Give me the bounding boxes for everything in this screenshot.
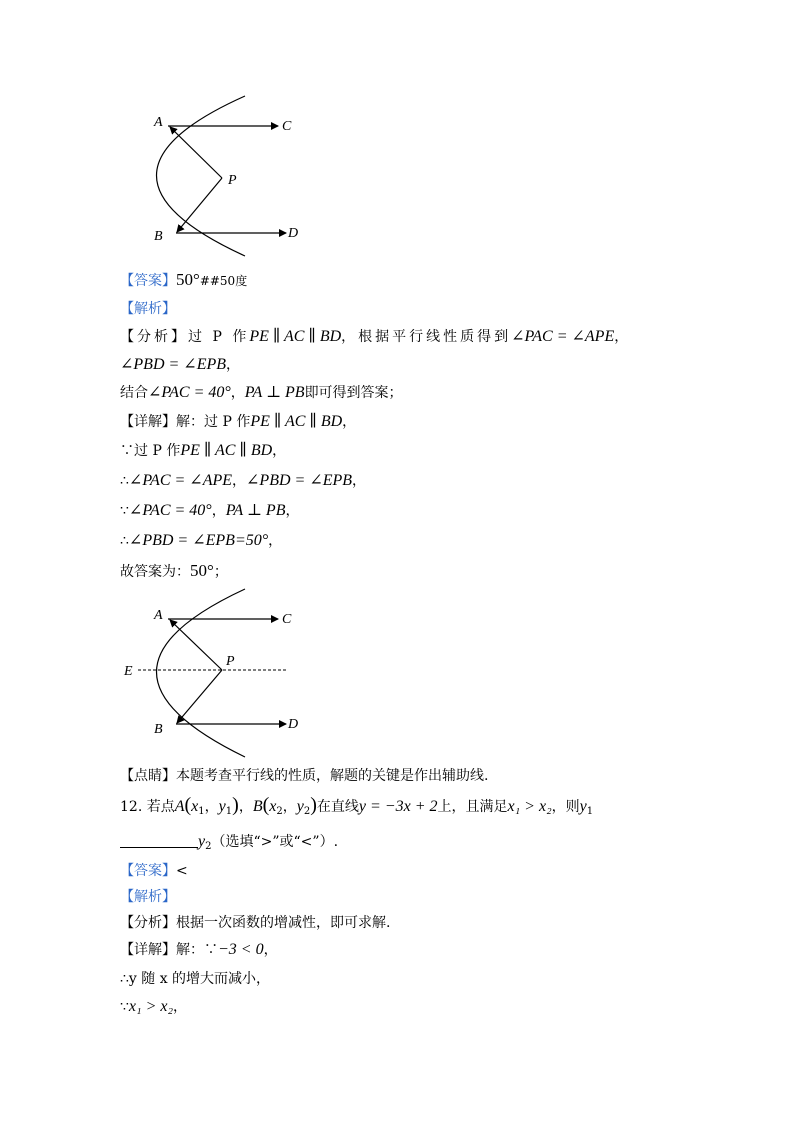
fenxi-math-angle-2: ∠PBD = ∠EPB — [120, 356, 227, 373]
label-c-2: C — [282, 612, 292, 627]
q12-line-2: ∴y 随 x 的增大而减小， — [120, 971, 271, 987]
detail-text: 解：过 P 作 — [176, 414, 251, 430]
figure-parabola-1 — [110, 90, 310, 260]
q11-fenxi-line-2 — [120, 355, 240, 375]
q11-fenxi-line — [120, 327, 680, 347]
label-c: C — [282, 119, 292, 134]
final-end: ； — [213, 564, 228, 580]
answer-value: 50° — [176, 270, 200, 289]
detail-comma: ， — [342, 414, 357, 430]
q12-x1: x — [191, 798, 199, 815]
q12-answer-tag: 【答案】 — [120, 863, 176, 879]
label-p: P — [228, 173, 237, 188]
line3-math-perp: PA ⊥ PB — [244, 384, 305, 401]
because-2-sign: ∵ — [120, 503, 129, 519]
q12-condition: x₁ > x₂ — [507, 798, 552, 815]
q11-because-2 — [120, 501, 299, 521]
fenxi-math-parallel: PE ∥ AC ∥ BD — [249, 328, 342, 345]
q12-line-equation: y = −3x + 2 — [358, 798, 438, 815]
answer-blank[interactable] — [120, 833, 198, 848]
therefore-1-end: ， — [352, 473, 367, 489]
answer-alt: ##50度 — [199, 274, 248, 288]
q12-answer-line — [120, 861, 188, 881]
line3-comma: ， — [230, 385, 245, 401]
because-2-math-1: ∠PAC = 40° — [128, 502, 212, 519]
q12-fenxi-tag: 【分析】 — [120, 915, 176, 931]
q12-y-left-sub: 1 — [586, 806, 594, 817]
because-2-math-2: PA ⊥ PB — [225, 502, 286, 519]
q12-number: 12. — [120, 799, 143, 815]
q12-y1: y — [218, 798, 226, 815]
therefore-2-sign: ∴ — [120, 533, 129, 549]
therefore-1-sep: ， — [232, 473, 247, 489]
label-a-2: A — [154, 608, 163, 623]
q12-y-left: y — [579, 798, 587, 815]
because-1-text: ∵过 P 作 — [120, 443, 181, 459]
q12-x1-sub: 1 — [198, 806, 205, 817]
q12-line3-end: ， — [173, 999, 188, 1015]
q11-detail-line — [120, 412, 356, 432]
q12-blank-line — [120, 832, 338, 857]
therefore-1-math-1: ∠PAC = ∠APE — [128, 472, 233, 489]
q11-dianjing-line — [120, 766, 488, 786]
q11-analysis-tag: 【解析】 — [120, 301, 176, 317]
fenxi-text: 过 P 作 — [188, 329, 250, 345]
q12-y-right: y — [198, 833, 206, 850]
because-1-comma: ， — [272, 443, 287, 459]
line3-math-angle: ∠PAC = 40° — [148, 384, 231, 401]
q12-text-1: 若点 — [146, 799, 175, 815]
label-p-2: P — [226, 654, 235, 669]
label-d-2: D — [288, 717, 299, 732]
label-a: A — [154, 115, 163, 130]
fenxi-math-angle: ∠PAC = ∠APE — [511, 328, 615, 345]
because-2-sep: ， — [211, 503, 226, 519]
q11-fenxi-line-3 — [120, 383, 403, 403]
line3-text: 结合 — [120, 385, 148, 401]
detail-math: PE ∥ AC ∥ BD — [250, 413, 343, 430]
q12-line3-prefix: ∵ — [120, 999, 129, 1015]
q12-detail-text: 解：∵ — [176, 942, 218, 958]
therefore-1-sign: ∴ — [120, 473, 129, 489]
q12-y1-sub: 1 — [225, 806, 233, 817]
q11-therefore-1 — [120, 471, 366, 491]
final-text: 故答案为： — [120, 564, 190, 580]
fenxi-comma-2: ， — [226, 357, 241, 373]
because-2-end: ， — [285, 503, 300, 519]
q12-line3-math: x₁ > x₂ — [128, 998, 174, 1015]
q12-text-4: ，则 — [551, 799, 580, 815]
dianjing-text: 本题考查平行线的性质，解题的关键是作出辅助线. — [176, 768, 489, 784]
q12-answer-value: < — [176, 863, 188, 879]
fenxi-comma: ， — [614, 329, 632, 345]
parabola-curve-2 — [157, 589, 246, 757]
q12-line-3 — [120, 997, 187, 1017]
q12-detail-math: −3 < 0 — [218, 941, 264, 958]
q11-because-1 — [120, 441, 286, 461]
label-b-2: B — [154, 722, 163, 737]
q12-question-line: 12. 若点$A(x_1$，$y_1$)，$B(x_2$，$y_2$)在直线y = −3x + 2上，且满足x₁ > x₂，则$y_1$ — [120, 794, 594, 817]
q12-fenxi-text: 根据一次函数的增减性，即可求解. — [176, 915, 391, 931]
label-b: B — [154, 229, 163, 244]
therefore-2-math: ∠PBD = ∠EPB=50° — [128, 532, 269, 549]
q12-detail-end: ， — [263, 942, 278, 958]
fenxi-tag: 【分析】 — [120, 329, 188, 345]
segment-pb-2 — [177, 670, 222, 723]
q12-detail-tag: 【详解】 — [120, 942, 176, 958]
q12-text-3: 上，且满足 — [437, 799, 508, 815]
detail-tag: 【详解】 — [120, 414, 176, 430]
label-d: D — [288, 226, 299, 241]
figure-parabola-2 — [110, 585, 310, 760]
q11-answer-line — [120, 270, 247, 291]
q12-point-b: B — [252, 798, 263, 815]
q12-sep: ， — [238, 799, 253, 815]
segment-pb — [177, 178, 222, 232]
because-1-math: PE ∥ AC ∥ BD — [180, 442, 273, 459]
label-e-2: E — [124, 664, 133, 679]
q12-point-a: A — [174, 798, 185, 815]
final-answer: 50° — [190, 561, 214, 580]
q12-text-2: 在直线 — [316, 799, 359, 815]
therefore-2-end: ， — [268, 533, 283, 549]
q12-detail-line — [120, 940, 278, 960]
q12-hint: （选填“>”或“<”）. — [211, 834, 339, 850]
dianjing-tag: 【点睛】 — [120, 768, 176, 784]
q11-therefore-2 — [120, 531, 282, 551]
fenxi-text-2: ，根据平行线性质得到 — [341, 329, 512, 345]
q12-analysis-tag: 【解析】 — [120, 889, 176, 905]
q12-y-right-sub: 2 — [205, 841, 212, 852]
segment-pa — [170, 127, 222, 178]
q12-fenxi-line — [120, 913, 390, 933]
therefore-1-math-2: ∠PBD = ∠EPB — [246, 472, 353, 489]
line3-text-2: 即可得到答案； — [304, 385, 403, 401]
segment-pa-2 — [170, 620, 222, 670]
answer-tag: 【答案】 — [120, 273, 176, 289]
q11-final-line — [120, 561, 228, 582]
